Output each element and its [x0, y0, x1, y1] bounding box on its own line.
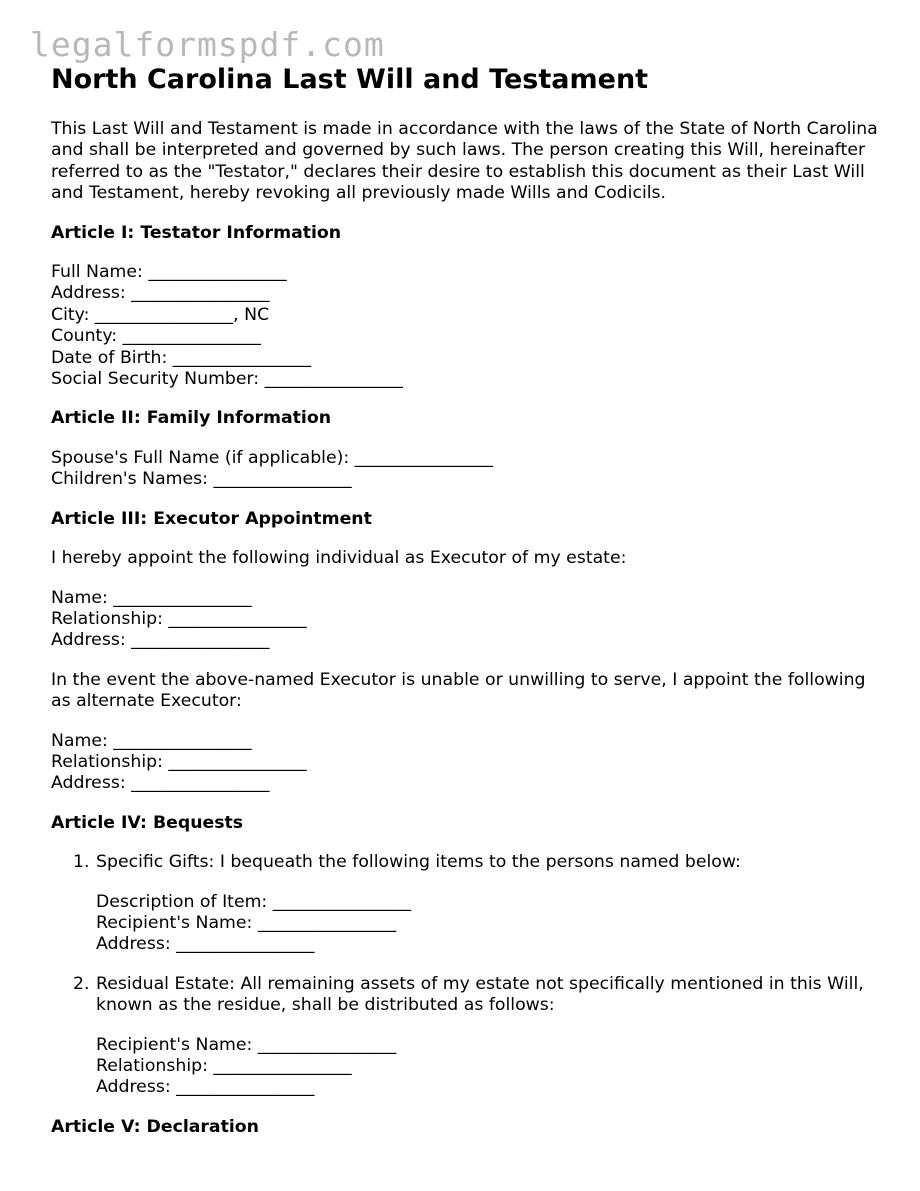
executor-statement: I hereby appoint the following individual as Executor of my estate:: [51, 548, 627, 569]
intro-paragraph: This Last Will and Testament is made in accordance with the laws of the State of North Carolina and shall be interpreted and governed by such laws. The person creating this Will, hereinafter referred to as the "Testator," declares their desire to establish this document as their Last Will and Testament, hereby revoking all previously made Wills and Codicils.: [51, 119, 878, 204]
document: [51, 64, 881, 1138]
alternate-executor-statement: In the event the above-named Executor is unable or unwilling to serve, I appoint the following as alternate Executor:: [51, 669, 866, 712]
residual-address-field[interactable]: Address: ________________: [96, 1077, 315, 1098]
article-5-heading: Article V: Declaration: [51, 1116, 259, 1137]
recipient-name-field[interactable]: Recipient's Name: ________________: [96, 912, 397, 933]
list-item: [51, 852, 881, 956]
children-names-field[interactable]: Children's Names: ________________: [51, 469, 352, 490]
watermark: legalformspdf.com: [30, 25, 385, 64]
full-name-field[interactable]: Full Name: ________________: [51, 262, 287, 283]
residual-fields: [96, 1035, 881, 1099]
executor-address-field[interactable]: Address: ________________: [51, 630, 270, 651]
executor-relationship-field[interactable]: Relationship: ________________: [51, 608, 307, 629]
article-4-heading: Article IV: Bequests: [51, 812, 244, 833]
list-item: [51, 974, 881, 1099]
item-description-field[interactable]: Description of Item: ________________: [96, 891, 411, 912]
testator-fields: [51, 262, 881, 390]
family-fields: [51, 448, 881, 491]
spouse-name-field[interactable]: Spouse's Full Name (if applicable): ________________: [51, 447, 493, 468]
residual-estate-text: Residual Estate: All remaining assets of my estate not specifically mentioned in this Will, known as the residue, shall be distributed as follows:: [96, 973, 864, 1016]
bequests-list: [51, 852, 881, 1099]
alternate-address-field[interactable]: Address: ________________: [51, 773, 270, 794]
article-1-heading: Article I: Testator Information: [51, 222, 342, 243]
article-2-heading: Article II: Family Information: [51, 408, 332, 429]
specific-gifts-text: Specific Gifts: I bequeath the following items to the persons named below:: [96, 852, 741, 873]
specific-gift-fields: [96, 892, 881, 956]
alternate-name-field[interactable]: Name: ________________: [51, 730, 252, 751]
ssn-field[interactable]: Social Security Number: ________________: [51, 369, 403, 390]
residual-recipient-name-field[interactable]: Recipient's Name: ________________: [96, 1034, 397, 1055]
executor-name-field[interactable]: Name: ________________: [51, 587, 252, 608]
list-number: 1.: [73, 852, 90, 873]
address-field[interactable]: Address: ________________: [51, 283, 270, 304]
date-of-birth-field[interactable]: Date of Birth: ________________: [51, 347, 312, 368]
executor-fields: [51, 588, 881, 652]
article-3-heading: Article III: Executor Appointment: [51, 508, 372, 529]
city-field[interactable]: City: ________________, NC: [51, 304, 270, 325]
document-title: North Carolina Last Will and Testament: [51, 64, 649, 95]
alternate-relationship-field[interactable]: Relationship: ________________: [51, 751, 307, 772]
residual-relationship-field[interactable]: Relationship: ________________: [96, 1056, 352, 1076]
recipient-address-field[interactable]: Address: ________________: [96, 934, 315, 955]
county-field[interactable]: County: ________________: [51, 326, 261, 347]
alternate-executor-fields: [51, 731, 881, 795]
list-number: 2.: [73, 973, 90, 994]
